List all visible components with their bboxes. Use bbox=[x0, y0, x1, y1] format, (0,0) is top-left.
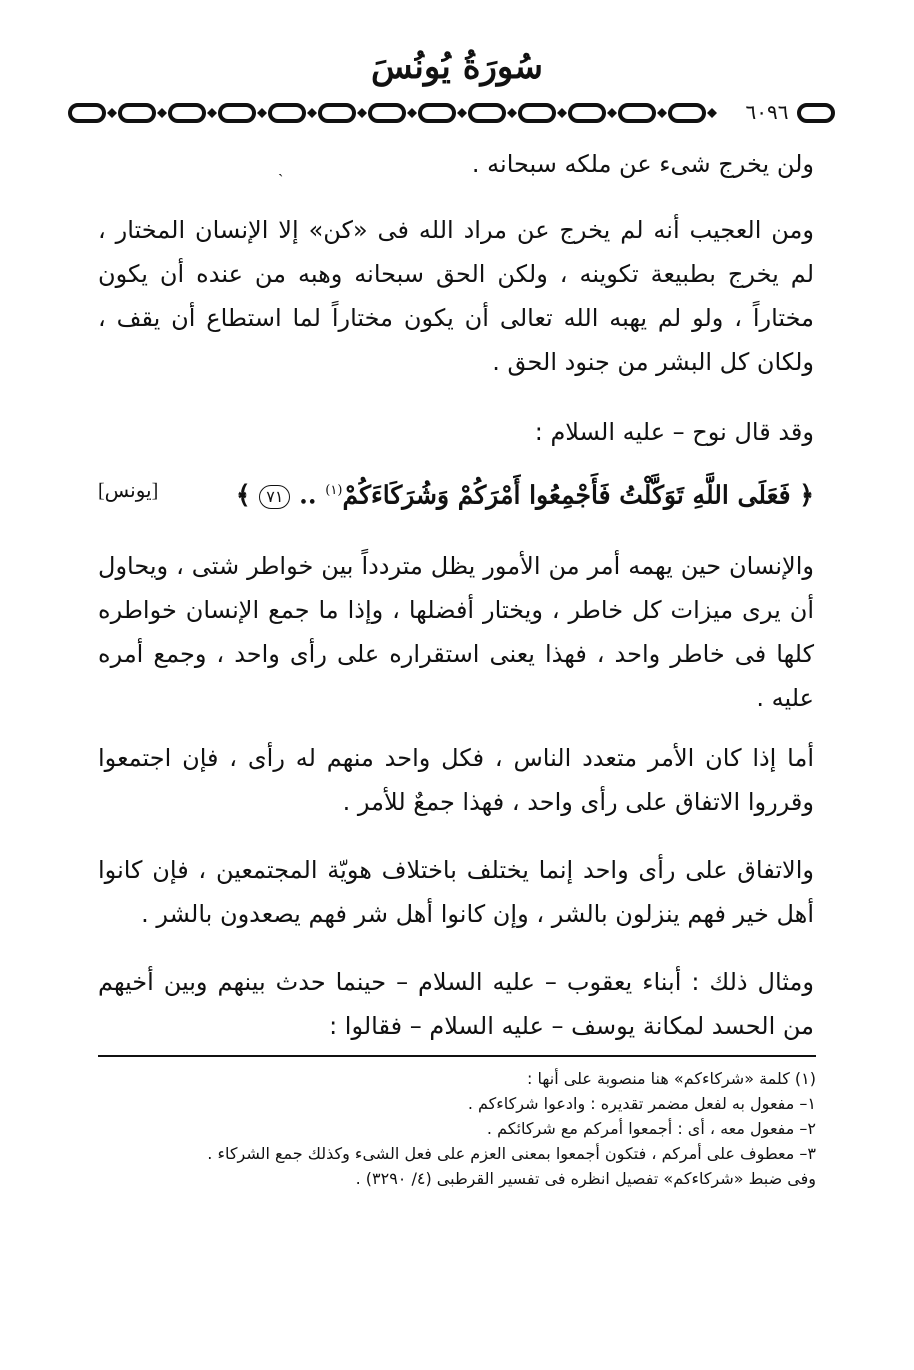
footnote-line: ٣– معطوف على أمركم ، فتكون أجمعوا بمعنى العزم على فعل الشىء وكذلك جمع الشركاء . bbox=[207, 1144, 816, 1163]
page-number: ٦٠٩٦ bbox=[745, 100, 789, 124]
footnote-line: ٢– مفعول معه ، أى : أجمعوا أمركم مع شركائكم . bbox=[486, 1119, 816, 1138]
ornamental-chain-end bbox=[796, 102, 836, 124]
paragraph-3: وقد قال نوح – عليه السلام : bbox=[534, 418, 814, 446]
paragraph-4: والإنسان حين يهمه أمر من الأمور يظل متردداً بين خواطر شتى ، ويحاول أن يرى ميزات كل خاطر ، ويختار أفضلها ، وإذا ما جمع الإنسان خواطره كلها فى خاطر واحد ، فهذا يعنى استقراره على رأى واحد ، وجمع أمره عليه . bbox=[98, 552, 814, 712]
paragraph-1: ولن يخرج شىء عن ملكه سبحانه . bbox=[471, 150, 814, 178]
footnote-divider bbox=[98, 1055, 816, 1057]
verse-ellipsis: .. bbox=[299, 480, 317, 510]
paragraph-6: والاتفاق على رأى واحد إنما يختلف باختلاف هويّة المجتمعين ، فإن كانوا أهل خير فهم ينزلون بالشر ، وإن كانوا أهل شر فهم يصعدون بالشر . bbox=[98, 856, 814, 928]
small-mark: ˎ bbox=[278, 160, 284, 177]
verse-open-bracket: ﴿ bbox=[799, 480, 814, 510]
surah-reference: [يونس] bbox=[98, 480, 159, 502]
footnotes bbox=[120, 1066, 816, 1191]
footnote-line: ١– مفعول به لفعل مضمر تقديره : وادعوا شركاءكم . bbox=[467, 1094, 816, 1113]
surah-title: سُورَةُ يُونُسَ bbox=[371, 47, 543, 87]
ayah-number: ٧١ bbox=[259, 485, 290, 509]
footnote-marker[interactable]: (١) bbox=[325, 483, 343, 498]
footnote-line: (١) كلمة «شركاءكم» هنا منصوبة على أنها : bbox=[527, 1069, 816, 1088]
quran-verse-row bbox=[98, 466, 814, 516]
ornamental-chain-divider bbox=[68, 102, 740, 124]
verse-close-bracket: ﴾ bbox=[235, 480, 251, 510]
paragraph-5: أما إذا كان الأمر متعدد الناس ، فكل واحد منهم له رأى ، فإن اجتمعوا وقرروا الاتفاق على رأى واحد ، فهذا جمعٌ للأمر . bbox=[98, 744, 814, 816]
verse-text: فَعَلَى اللَّهِ تَوَكَّلْتُ فَأَجْمِعُوا أَمْرَكُمْ وَشُرَكَاءَكُمْ bbox=[342, 480, 791, 510]
paragraph-2: ومن العجيب أنه لم يخرج عن مراد الله فى «كن» إلا الإنسان المختار ، لم يخرج بطبيعة تكوينه ، ولكن الحق سبحانه وهبه من عنده أن يكون مختاراً ، ولو لم يهبه الله تعالى أن يكون مختاراً لما استطاع أن يقف ، ولكان كل البشر من جنود الحق . bbox=[98, 216, 814, 376]
quran-verse bbox=[236, 466, 814, 520]
paragraph-7: ومثال ذلك : أبناء يعقوب – عليه السلام – حينما حدث بينهم وبين أخيهم من الحسد لمكانة يوسف – عليه السلام – فقالوا : bbox=[98, 968, 814, 1040]
footnote-line: وفى ضبط «شركاءكم» تفصيل انظره فى تفسير القرطبى (٤/ ٣٢٩٠) . bbox=[355, 1169, 816, 1188]
